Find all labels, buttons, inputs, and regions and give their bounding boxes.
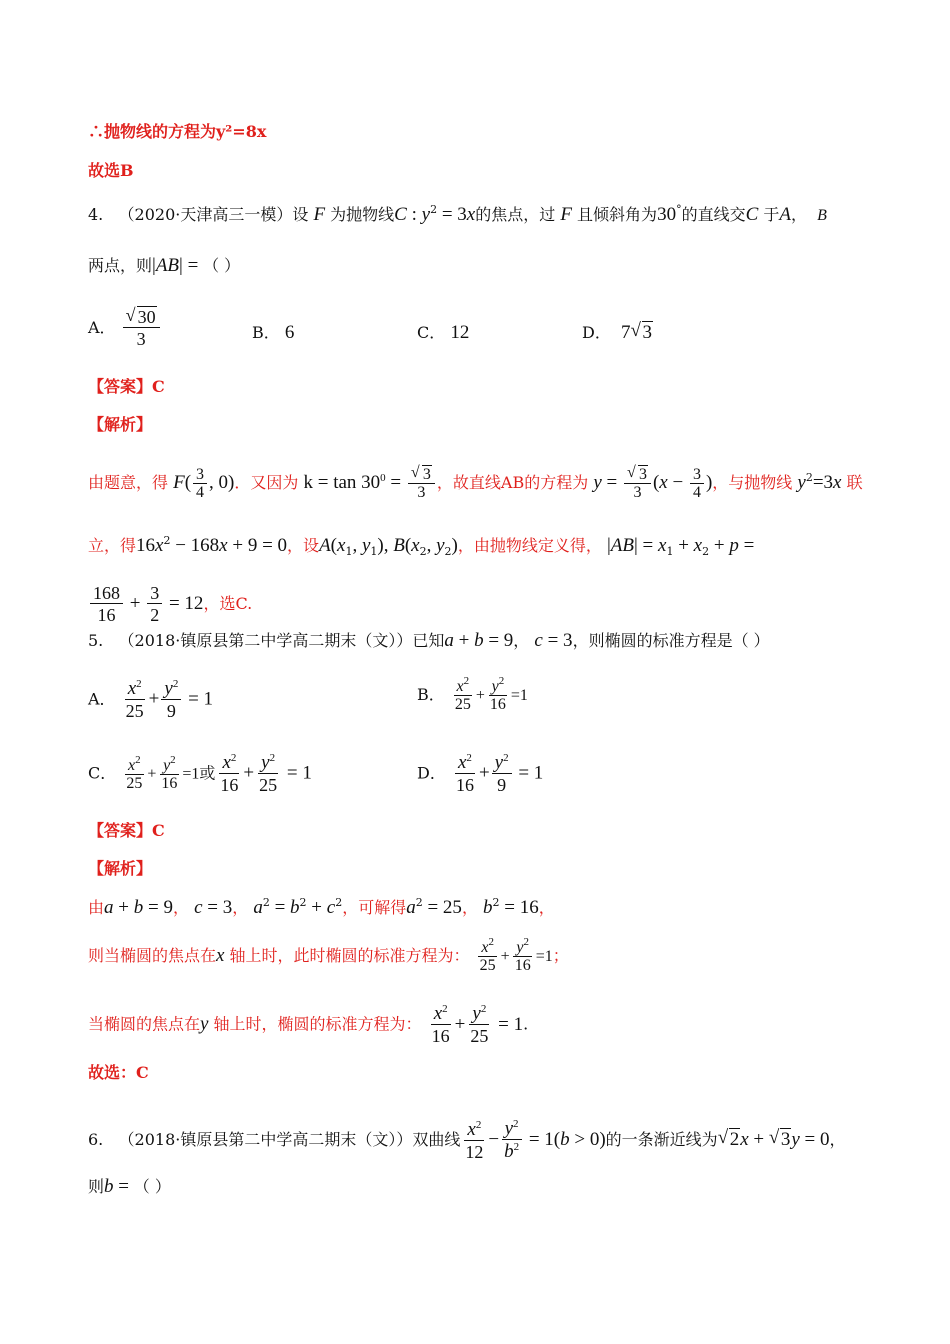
q5-number: 5. [88,631,104,650]
q4-text: 设 [292,205,309,224]
q5-analysis-label: 【解析】 [88,859,153,878]
answer-label: 【答案】 [88,377,153,396]
prev-choose: 故选B [88,161,134,180]
sol-text: 由 [88,898,105,917]
sol-text: 轴上时，椭圆的标准方程为： [213,1014,422,1034]
answer-value: C [152,377,165,396]
q4-option-b [252,320,294,344]
q4-text: 于 [763,205,780,224]
option-value: 6 [284,322,295,343]
q5-text: ， [513,631,530,650]
sol-text: 则当椭圆的焦点在 [88,946,217,965]
sol-text: ， [538,898,555,917]
q4-solution-line3: $\frac{168}{16}$ + $\frac{3}{2}$ = 12，选C. [88,583,252,626]
sol-text: ， [232,898,249,917]
q4-text: ， [790,205,807,224]
option-label: B． [417,685,445,704]
q4-option-d: D． 7√ 3 [582,320,653,344]
sol-text: 立，得 [88,536,137,555]
q5-text: 已知 [412,631,445,650]
option-value: 12 [450,322,470,343]
q5-text: ，则椭圆的标准方程是（ ） [572,631,770,650]
q4-text: 的焦点，过 [475,205,556,224]
q6-stem-line2: 则b = （ ） [88,1176,171,1197]
option-label: A． [88,689,116,709]
q4-text: 两点，则 [88,256,153,275]
option-label: B． [252,323,280,342]
sol-text: . [523,1014,529,1034]
option-label: D． [417,763,446,783]
q4-number: 4. [88,205,104,224]
sol-text: ， [172,898,189,917]
option-label: C． [417,323,446,342]
sol-text: ； [552,946,569,965]
q5-final: 故选：C [88,1063,149,1082]
sol-text: 轴上时，此时椭圆的标准方程为： [229,946,470,965]
q6-text: 双曲线 [412,1130,461,1149]
q4-option-c [417,320,469,344]
q5-solution-line2: 则当椭圆的焦点在x 轴上时，此时椭圆的标准方程为： $\frac{x^2}{25}$ + $\frac{y^2}{16}$ =1； [88,936,569,974]
q4-stem-line2: 两点，则|AB| = （ ） [88,255,241,276]
q4-text: 为抛物线 [330,205,395,224]
q5-solution-line1: 由a + b = 9， c = 3， $a^2 = b^2 + c^2$，可解得$a^2 = 25$， $b^2 = 16$， [88,896,555,918]
q5-option-a: A． $\frac{x^2}{25}$ + $\frac{y^2}{9}$ = 1 [88,678,214,721]
sol-text: ．又因为 [234,473,299,492]
option-label: A． [88,318,116,337]
q5-option-c: C． $\frac{x^2}{25}$ + $\frac{y^2}{16}$ =1或 $\frac{x^2}{16}$ + $\frac{y^2}{25}$ = 1 [88,752,312,795]
sol-text: 当椭圆的焦点在 [88,1014,201,1034]
sol-text: ，设 [287,536,320,555]
option-text: 或 [199,763,216,783]
option-label: D． [582,323,611,342]
fraction: √ $\frac{30}{3}$ [123,307,160,350]
q6-text: 则 [88,1177,105,1196]
q5-option-d: D． $\frac{x^2}{16}$ + $\frac{y^2}{9}$ = 1 [417,752,544,795]
answer-label: 【答案】 [88,821,153,840]
q6-text: （ ） [133,1177,171,1196]
q4-analysis-label: 【解析】 [88,415,153,434]
q5-source: （2018·镇原县第二中学高二期末（文）） [118,631,413,650]
sol-text: ，故直线AB的方程为 [436,473,589,492]
q6-stem-line1: 6. （2018·镇原县第二中学高二期末（文））双曲线 $\frac{x^2}{12}$ − $\frac{y^2}{b^2}$ = 1(b > 0)的一条渐近线为√ 2x + √ 3y = 0， [88,1118,846,1163]
sol-text: ，由抛物线定义得， [457,536,602,555]
q4-text: 的直线交 [681,205,746,224]
q6-text: 的一条渐近线为 [605,1130,718,1149]
q4-text: （ ） [203,256,241,275]
q4-solution-line1: 由题意，得 F( $\frac{3}{4}$ , 0)．又因为 $k = \tan 30^0$ = √ $\frac{3}{3}$ ，故直线AB的方程为 y = √ $\frac{3}{3}$ (x − $\frac{3}{4}$ )，与抛物线 $y^2=3x$ 联 [88,466,863,501]
sol-text: 联 [846,473,863,492]
q4-text: 且倾斜角为 [577,205,658,224]
q4-option-a [88,307,162,350]
q4-stem-line1: 4. （2020·天津高三一模）设 F 为抛物线C : $y^2 = 3x$的焦点，过 F 且倾斜角为30°的直线交C 于A， B [88,203,827,225]
q6-source: （2018·镇原县第二中学高二期末（文）） [118,1130,413,1149]
q4-answer [88,376,165,398]
q5-answer [88,820,165,842]
sol-text: ， [461,898,478,917]
q5-option-b: B． $\frac{x^2}{25}$ + $\frac{y^2}{16}$ =1 [417,675,528,713]
answer-value: C [152,821,165,840]
sol-text: ，选C. [203,594,253,613]
q4-source: （2020·天津高三一模） [118,205,293,224]
prev-conclusion: ∴抛物线的方程为y²=8x [88,122,267,141]
sol-text: ，与抛物线 [712,473,793,492]
option-label: C． [88,763,117,783]
sol-text: 由题意，得 [88,473,169,492]
q5-stem: 5. （2018·镇原县第二中学高二期末（文））已知a + b = 9， c = 3，则椭圆的标准方程是（ ） [88,630,770,651]
q6-number: 6. [88,1130,104,1149]
sol-text: ，可解得 [342,898,407,917]
q6-text: ， [829,1130,846,1149]
q5-solution-line3: 当椭圆的焦点在y 轴上时，椭圆的标准方程为： $\frac{x^2}{16}$ + $\frac{y^2}{25}$ = 1. [88,1003,529,1046]
q4-solution-line2: 立，得$16x^2 - 168x + 9 = 0$，设$A(x_1$, $y_1$), $B(x_2$, $y_2$)，由抛物线定义得， $|AB| = x_1 + x_2 + p$ = [88,534,755,558]
